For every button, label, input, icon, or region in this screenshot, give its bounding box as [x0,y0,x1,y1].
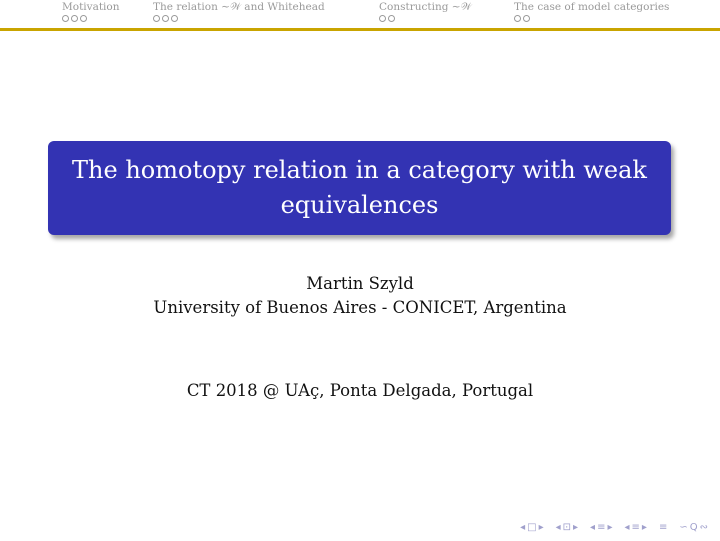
nav-section-label[interactable]: The relation ∼𝒲 and Whitehead [153,1,325,13]
nav-subsection-dots [379,15,472,23]
forward-icon[interactable]: ∾ [699,521,708,533]
document-icon[interactable]: ≡ [631,521,640,533]
beamer-navigation-controls [520,520,708,534]
section-icon[interactable]: ≡ [597,521,606,533]
nav-dot[interactable] [379,15,386,22]
appendix-icon[interactable]: ≡ [658,521,668,533]
frame-icon[interactable]: □ [527,521,537,533]
nav-section-label[interactable]: Constructing ∼𝒲 [379,1,472,13]
prev-section-icon[interactable]: ◂ [590,521,596,533]
nav-dot[interactable] [153,15,160,22]
prev-document-icon[interactable]: ◂ [624,521,630,533]
nav-subsection-dots [514,15,669,23]
event-info: CT 2018 @ UAç, Ponta Delgada, Portugal [186,381,534,400]
author-name: Martin Szyld [306,274,414,293]
back-icon[interactable]: ∽ [679,521,688,533]
next-frame-icon[interactable]: ▸ [538,521,544,533]
nav-subsection-dots [62,15,120,23]
title-box [48,141,671,235]
prev-subsection-icon[interactable]: ◂ [555,521,561,533]
nav-dot[interactable] [162,15,169,22]
nav-dot[interactable] [523,15,530,22]
nav-dot[interactable] [80,15,87,22]
nav-dot[interactable] [171,15,178,22]
nav-dot[interactable] [71,15,78,22]
nav-section-label[interactable]: Motivation [62,1,120,13]
nav-section-relation[interactable] [153,0,325,23]
nav-subsection-dots [153,15,325,23]
nav-section-label[interactable]: The case of model categories [514,1,670,13]
navigation-rule [0,28,720,31]
navigation-bar [0,0,720,28]
nav-dot[interactable] [514,15,521,22]
nav-dot[interactable] [388,15,395,22]
prev-frame-icon[interactable]: ◂ [520,521,526,533]
next-section-icon[interactable]: ▸ [607,521,613,533]
nav-section-motivation[interactable] [62,0,120,23]
next-document-icon[interactable]: ▸ [641,521,647,533]
next-subsection-icon[interactable]: ▸ [573,521,579,533]
slide-title: The homotopy relation in a category with weak equivalences [72,156,647,219]
search-icon[interactable]: Q [689,521,698,533]
nav-section-model-categories[interactable] [514,0,669,23]
subsection-icon[interactable]: ⊡ [562,521,572,533]
nav-section-constructing[interactable] [379,0,472,23]
nav-dot[interactable] [62,15,69,22]
author-affiliation: University of Buenos Aires - CONICET, Argentina [153,298,567,317]
